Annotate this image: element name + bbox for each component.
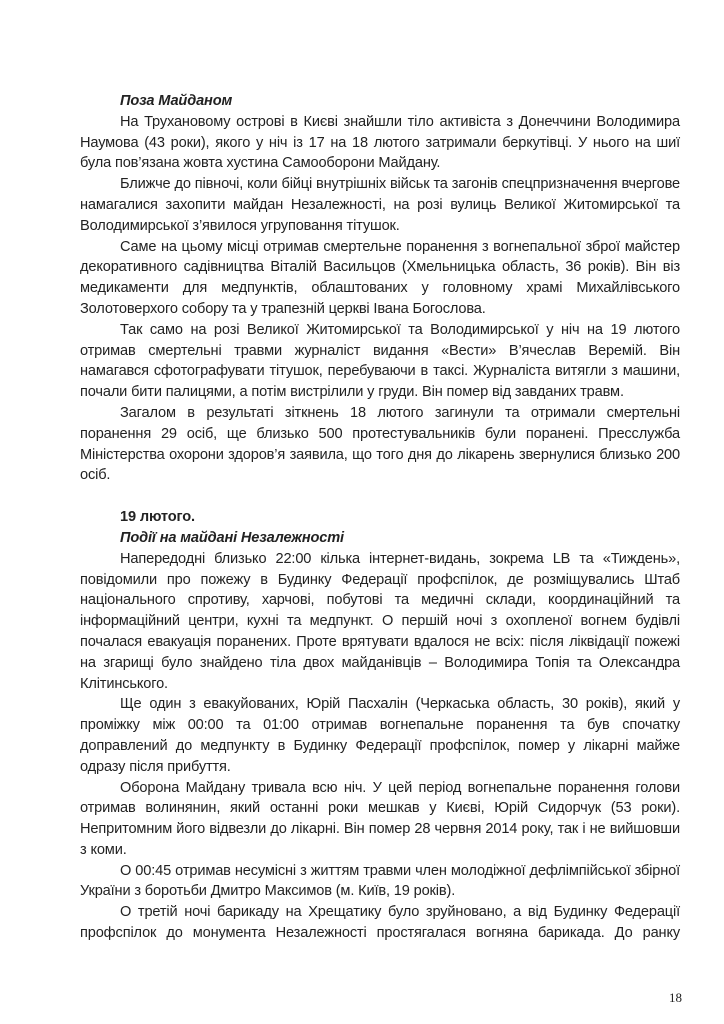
paragraph: Оборона Майдану тривала всю ніч. У цей період вогнепальне поранення голови отримав волинянин, який останні роки мешкав у Києві, Юрій Сидорчук (53 роки). Непритомним його відвезли до лікарні. Він помер 28 червня 2014 року, так і не вийшовши з коми.: [80, 779, 680, 858]
document-page: [80, 91, 680, 944]
paragraph: О третій ночі барикаду на Хрещатику було зруйновано, а від Будинку Федерації профспілок до монумента Незалежності простягалася вогняна барикада. До ранку: [80, 904, 680, 942]
paragraph: Саме на цьому місці отримав смертельне поранення з вогнепальної зброї майстер декоративного садівництва Віталій Васильцов (Хмельницька область, 36 років). Він віз медикаменти для медпунктів, облаштованих у головному храмі Михайлівського Золотоверхого собору та у трапезній церкві Івана Богослова.: [80, 238, 680, 317]
date-heading: 19 лютого.: [120, 509, 195, 526]
paragraph: Ще один з евакуйованих, Юрій Пасхалін (Черкаська область, 30 років), який у проміжку між 00:00 та 01:00 отримав вогнепальне поранення та був спочатку доправлений до медпункту в Будинку Федерації профспілок, помер у лікарні майже одразу після прибуття.: [80, 696, 680, 775]
paragraph: Напередодні близько 22:00 кілька інтернет-видань, зокрема LB та «Тиждень», повідомили про пожежу в Будинку Федерації профспілок, де розміщувались Штаб національного спротиву, харчові, побутові та медичні склади, координаційний та інформаційний центри, кухні та медпункт. О першій ночі з охопленої вогнем будівлі почалася евакуація поранених. Проте врятувати вдалося не всіх: після ліквідації пожежі на згарищі було знайдено тіла двох майданівців – Володимира Топія та Олександра Клітинського.: [80, 550, 680, 692]
paragraph: Загалом в результаті зіткнень 18 лютого загинули та отримали смертельні поранення 29 осіб, ще близько 500 протестувальників були поранені. Пресслужба Міністерства охорони здоров’я заявила, що того дня до лікарень звернулися близько 200 осіб.: [80, 404, 680, 484]
paragraph: О 00:45 отримав несумісні з життям травми член молодіжної дефлімпійської збірної України з боротьби Дмитро Максимов (м. Київ, 19 років).: [80, 862, 680, 900]
section-spacer: [80, 486, 680, 507]
paragraph: Так само на розі Великої Житомирської та Володимирської у ніч на 19 лютого отримав смертельні травми журналіст видання «Вести» В’ячеслав Веремій. Він намагався сфотографувати тітушок, перебуваючи в таксі. Журналіста витягли з машини, почали бити палицями, а потім вистрілили у груди. Він помер від завданих травм.: [80, 321, 680, 401]
section-heading-outside-maidan: Поза Майданом: [120, 93, 233, 109]
page-number: 18: [669, 990, 682, 1005]
section-heading-maidan-events: Події на майдані Незалежності: [120, 529, 344, 546]
paragraph: На Трухановому острові в Києві знайшли тіло активіста з Донеччини Володимира Наумова (43 роки), якого у ніч із 17 на 18 лютого затримали беркутівці. У нього на шиї була пов’язана жовта хустина Самооборони Майдану.: [80, 113, 680, 172]
paragraph: Ближче до півночі, коли бійці внутрішніх військ та загонів спецпризначення вчергове намагалися захопити майдан Незалежності, на розі вулиць Великої Житомирської та Володимирської з’явилося угруповання тітушок.: [80, 176, 680, 234]
